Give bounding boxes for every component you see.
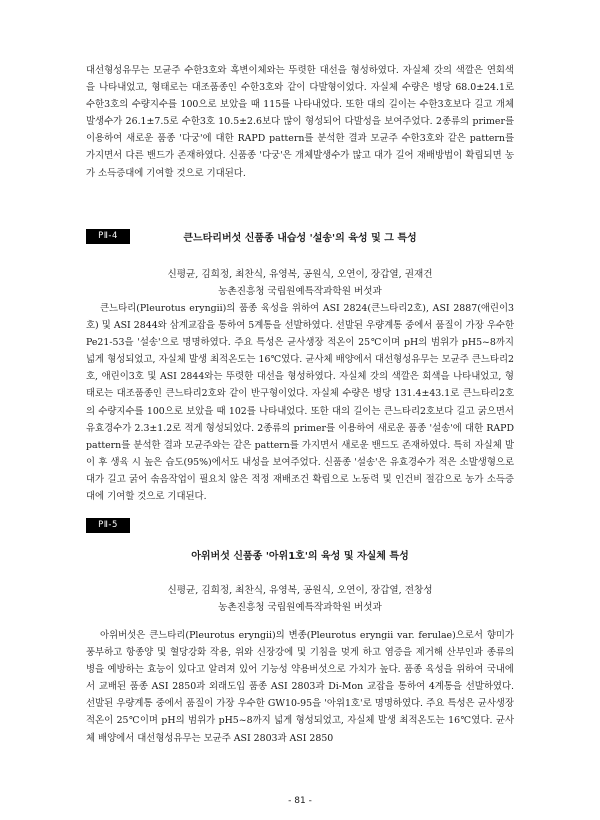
- page-number: - 81 -: [288, 796, 312, 806]
- affiliation: 농촌진흥청 국립원예특작과학원 버섯과: [218, 286, 382, 297]
- section-body: 아위버섯은 큰느타리(Pleurotus eryngii)의 변종(Pleurotus eryngii var. ferulae)으로서 향미가 풍부하고 항종양 및 혈당강화 작용, 위와 신장강에 및 기침을 멎게 하고 염증을 제거해 산부인과 종류의 병을 예방하는 효능이 있다고 알려져 있어 기능성 약용버섯으로 가치가 높다. 품종 육성을 위하여 국내에서 교배된 품종 ASI 2850과 외래도입 품종 ASI 2803과 Di-Mon 교잡을 통하여 4계통을 선발하였다. 선발된 우량계통 중에서 품질이 가장 우수한 GW10-95을 '아위1호'로 명명하였다. 주요 특성은 균사생장 적온이 25℃이며 pH의 범위가 pH5~8까지 넓게 형성되었고, 자실체 발생 최적온도는 16℃였다. 균사체 배양에서 대선형성유무는 모균주 ASI 2803과 ASI 2850: [86, 630, 514, 744]
- section-body: 큰느타리(Pleurotus eryngii)의 품종 육성을 위하여 ASI 2824(큰느타리2호), ASI 2887(애린이3호) 및 ASI 2844와 삼계교잡을 통하여 5계통을 선발하였다. 선발된 우량계통 중에서 품질이 가장 우수한 Pe21-53을 '설송'으로 명명하였다. 주요 특성은 균사생장 적온이 25℃이며 pH의 범위가 pH5~8까지 넓게 형성되었고, 자실체 발생 최적온도는 16℃였다. 균사체 배양에서 대선형성유무는 모균주 큰느타리2호, 애린이3호 및 ASI 2844와는 뚜렷한 대선을 형성하였다. 자실체 갓의 색깔은 회색을 나타내었고, 형태로는 대조품종인 큰느타리2호와 같이 반구형이었다. 자실체 수량은 병당 131.4±43.1로 큰느타리2호의 수량지수를 100으로 보았을 때 102를 나타내었다. 또한 대의 길이는 큰느타리2호보다 길고 굵으면서 유효경수가 2.3±1.2로 적게 형성되었다. 2종류의 primer를 이용하여 새로운 품종 '설송'에 대한 RAPD pattern를 분석한 결과 모균주와는 같은 pattern를 가지면서 새로운 밴드도 존재하였다. 특히 자실체 발이 후 생육 시 높은 습도(95%)에서도 내성을 보여주었다. 신품종 '설송'은 유효경수가 적은 소발생형으로 대가 길고 굵어 솎음작업이 필요치 않은 적정 재배조건 확립으로 노동력 및 인건비 절감으로 농가 소득증대에 기여할 것으로 기대된다.: [86, 303, 514, 503]
- author-list: 신평균, 김희정, 최찬식, 유영복, 공원식, 오연이, 장갑열, 권재건: [167, 269, 433, 280]
- section-badge: PⅡ-5: [86, 518, 130, 533]
- section-title: 아위버섯 신품종 '아위1호'의 육성 및 자실체 특성: [191, 551, 409, 562]
- author-list: 신평균, 김희정, 최찬식, 유영복, 공원식, 오연이, 장갑열, 전창성: [167, 585, 433, 596]
- section-title: 큰느타리버섯 신품종 내습성 '설송'의 육성 및 그 특성: [183, 233, 417, 244]
- section-badge: PⅡ-4: [86, 229, 130, 244]
- intro-paragraph: 대선형성유무는 모균주 수한3호와 흑변이체와는 뚜렷한 대선을 형성하였다. 자실체 갓의 색깔은 연회색을 나타내었고, 형태로는 대조품종인 수한3호와 같이 다발형이었다. 자실체 수량은 병당 68.0±24.1로 수한3호의 수량지수를 100으로 보았을 때 115를 나타내었다. 또한 대의 길이는 수한3호보다 길고 개체발생수가 26.1±7.5로 수한3호 10.5±2.6보다 많이 형성되어 다발성을 보여주었다. 2종류의 primer를 이용하여 새로운 품종 '다궁'에 대한 RAPD pattern를 분석한 결과 모균주 수한3호와 같은 pattern를 가지면서 다른 밴드가 존재하였다. 신품종 '다궁'은 개체발생수가 많고 대가 길어 재배방법이 확립되면 농가 소득증대에 기여할 것으로 기대된다.: [86, 65, 514, 179]
- affiliation: 농촌진흥청 국립원예특작과학원 버섯과: [218, 602, 382, 613]
